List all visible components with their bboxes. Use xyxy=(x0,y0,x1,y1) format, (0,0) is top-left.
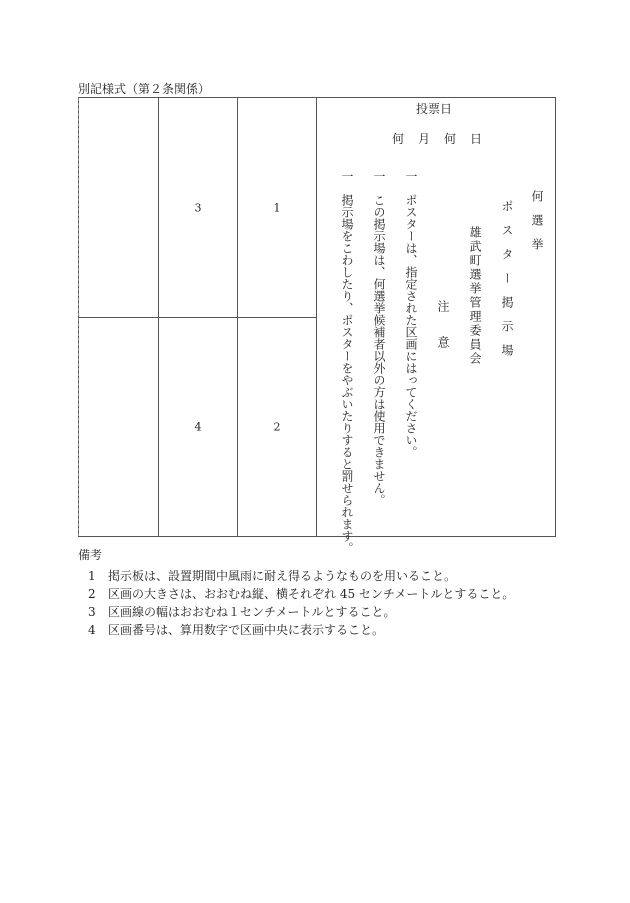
remark-item xyxy=(88,585,514,602)
section-number-2: 2 xyxy=(273,420,281,434)
remark-number: 1 xyxy=(88,569,96,583)
notice-item-2: 一 この掲示場は、何選挙候補者以外の方は使用できません。 xyxy=(372,170,386,506)
committee-name: 雄武町選挙管理委員会 xyxy=(468,226,482,366)
notice-item-1: 一 ポスターは、指定された区画にはってください。 xyxy=(404,170,418,458)
section-number-3: 3 xyxy=(194,201,202,215)
poster-board-title: ポ ス タ ー 掲 示 場 xyxy=(500,200,514,356)
grid-line-h xyxy=(79,317,317,318)
caution-heading: 注 意 xyxy=(436,300,450,348)
remark-text: 区画線の幅はおおむね１センチメートルとすること。 xyxy=(108,605,396,619)
poster-board-diagram xyxy=(78,97,556,554)
notice-item-3: 一 掲示場をこわしたり、ポスターをやぶいたりすると罰せられます。 xyxy=(340,170,354,554)
section-number-4: 4 xyxy=(194,420,202,434)
page-heading: 別記様式（第２条関係） xyxy=(78,82,211,96)
vote-day-label: 投票日 xyxy=(416,102,453,116)
remarks-title: 備考 xyxy=(78,548,103,562)
remark-number: 2 xyxy=(88,587,96,601)
remark-item xyxy=(88,621,384,638)
remark-item xyxy=(88,603,396,620)
section-number-1: 1 xyxy=(273,201,281,215)
election-name: 何 選 挙 xyxy=(530,190,544,250)
remark-number: 3 xyxy=(88,605,96,619)
vote-date: 何 月 何 日 xyxy=(392,132,484,146)
remark-text: 区画の大きさは、おおむね縦、横それぞれ 45 センチメートルとすること。 xyxy=(108,587,515,601)
remark-text: 区画番号は、算用数字で区画中央に表示すること。 xyxy=(108,623,385,637)
remark-number: 4 xyxy=(88,623,96,637)
remark-text: 掲示板は、設置期間中風雨に耐え得るようなものを用いること。 xyxy=(108,569,457,583)
remark-item xyxy=(88,567,456,584)
